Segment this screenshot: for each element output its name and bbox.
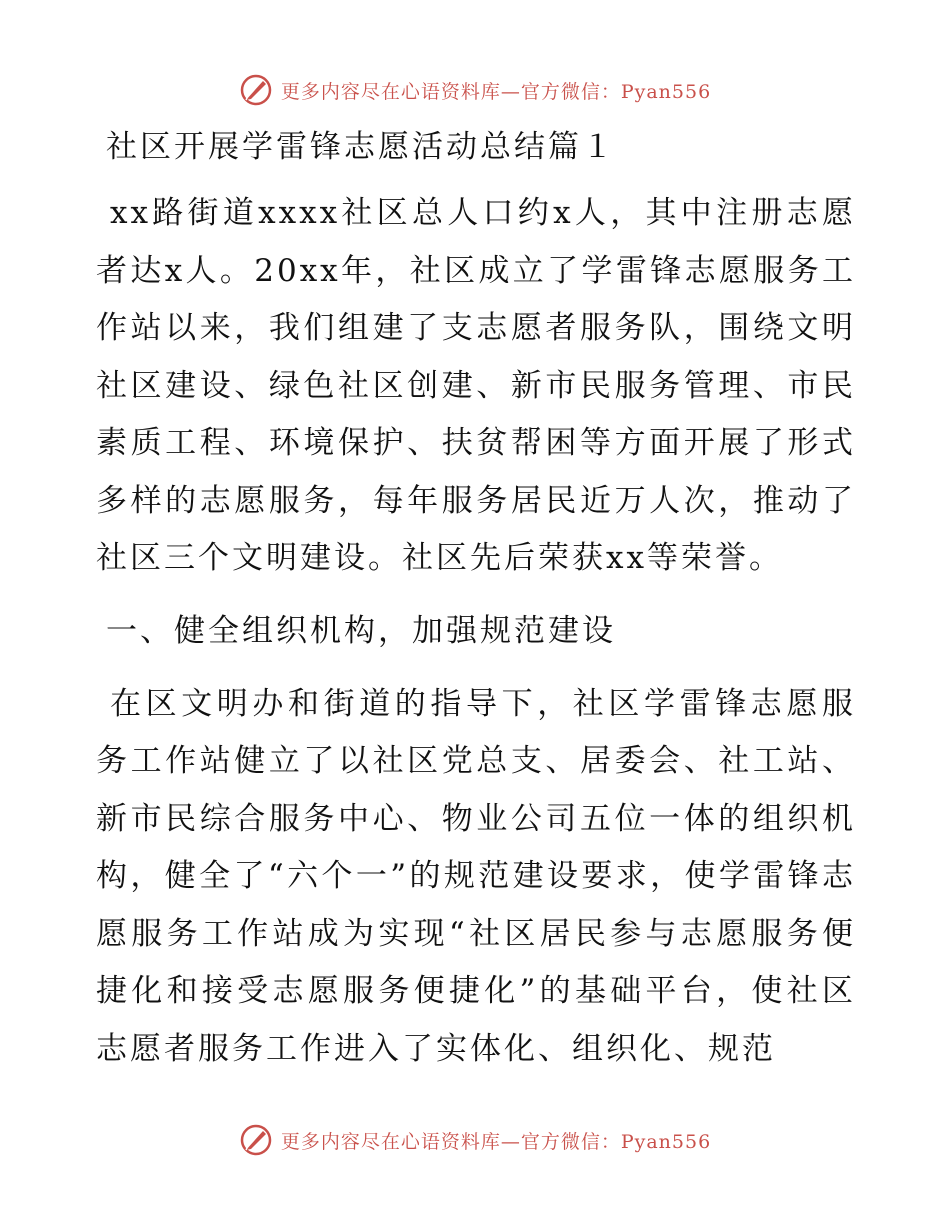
- document-title: 社区开展学雷锋志愿活动总结篇１: [106, 129, 616, 165]
- section-heading: 一、健全组织机构，加强规范建设: [106, 612, 616, 649]
- quill-pen-logo-icon: [239, 1123, 273, 1157]
- intro-paragraph: xx路街道xxxx社区总人口约x人，其中注册志愿者达x人。20xx年，社区成立了学雷锋志愿服务工作站以来，我们组建了支志愿者服务队，围绕文明社区建设、绿色社区创建、新市民服务管理、市民素质工程、环境保护、扶贫帮困等方面开展了形式多样的志愿服务，每年服务居民近万人次，推动了社区三个文明建设。社区先后荣获xx等荣誉。: [96, 195, 856, 576]
- section-paragraph: 在区文明办和街道的指导下，社区学雷锋志愿服务工作站健立了以社区党总支、居委会、社工站、新市民综合服务中心、物业公司五位一体的组织机构，健全了“六个一”的规范建设要求，使学雷锋志愿服务工作站成为实现“社区居民参与志愿服务便捷化和接受志愿服务便捷化”的基础平台，使社区志愿者服务工作进入了实体化、组织化、规范: [96, 685, 856, 1067]
- header-watermark: [0, 70, 950, 110]
- document-body: [96, 125, 856, 1096]
- watermark-text: 更多内容尽在心语资料库—官方微信：Pyan556: [280, 80, 712, 103]
- footer-watermark: [0, 1120, 950, 1160]
- watermark-text: 更多内容尽在心语资料库—官方微信：Pyan556: [280, 1130, 712, 1153]
- quill-pen-logo-icon: [239, 73, 273, 107]
